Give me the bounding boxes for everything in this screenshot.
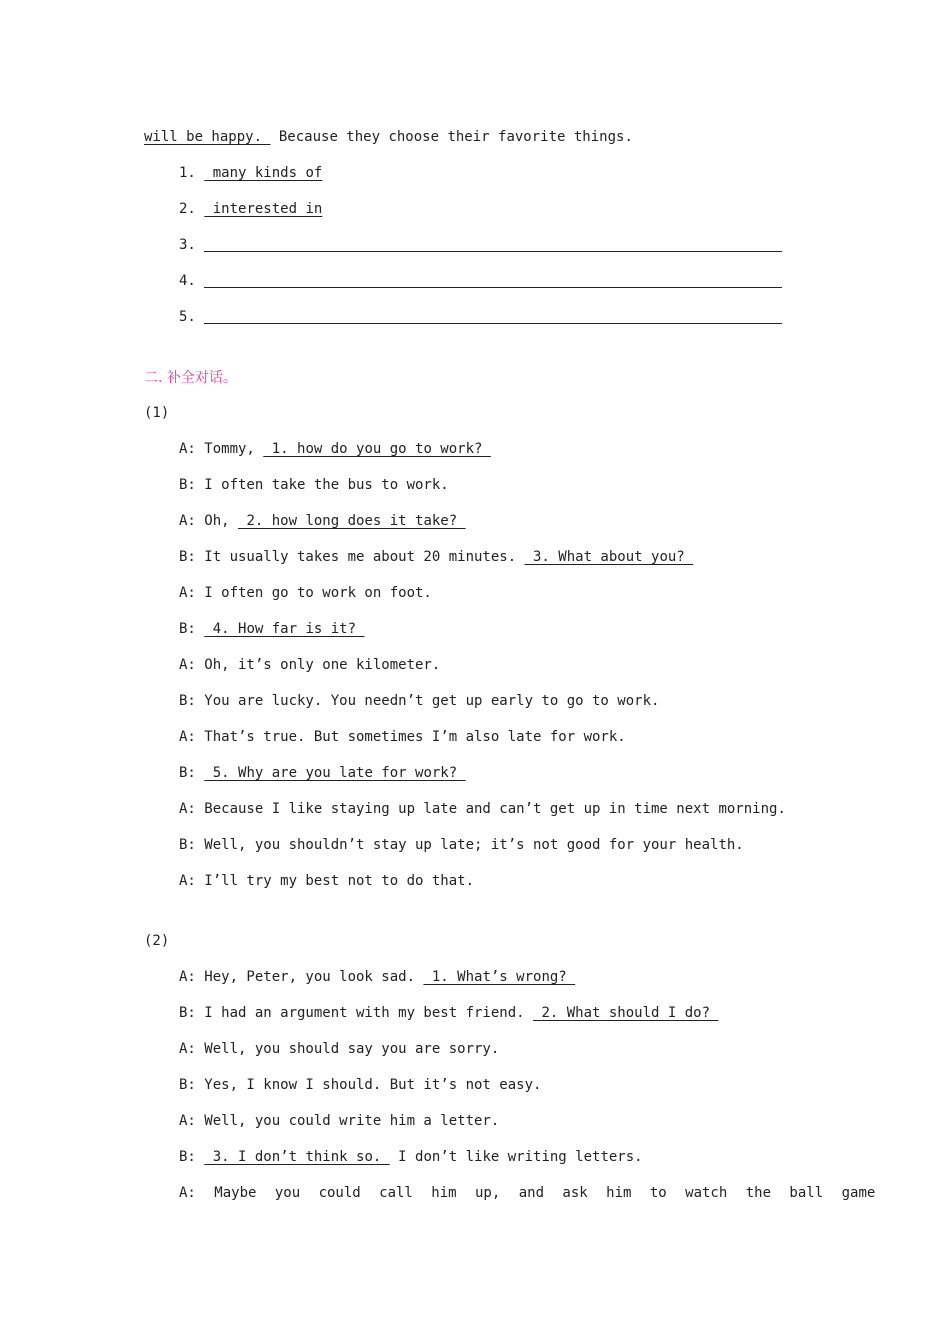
item-answer: interested in	[204, 201, 323, 217]
dialog-text: B:	[179, 621, 205, 637]
dialog-line	[179, 691, 659, 711]
dialog-answer: 3. What about you?	[524, 549, 694, 565]
answer-item-4	[179, 271, 196, 291]
dialog-line	[179, 1039, 499, 1059]
dialog-answer: 4. How far is it?	[204, 621, 365, 637]
dialog-text: B: I often take the bus to work.	[179, 477, 449, 493]
dialog-answer: 2. What should I do?	[533, 1005, 719, 1021]
dialog-text: A: Maybe you could call him up, and ask him to watch the ball game	[179, 1185, 876, 1201]
answer-blank-5[interactable]	[204, 323, 782, 324]
dialog-text: B:	[179, 765, 205, 781]
dialog-text: A: Well, you should say you are sorry.	[179, 1041, 500, 1057]
answer-blank-4[interactable]	[204, 287, 782, 288]
dialog-text: I don’t like writing letters.	[389, 1149, 643, 1165]
dialog-1-label: (1)	[144, 405, 170, 421]
dialog-text: A: I’ll try my best not to do that.	[179, 873, 475, 889]
answer-blank-3[interactable]	[204, 251, 782, 252]
dialog-line	[179, 727, 626, 747]
dialog-line	[179, 1111, 499, 1131]
dialog-text: A: Because I like staying up late and can’t get up in time next morning.	[179, 801, 786, 817]
item-number: 3.	[179, 237, 196, 253]
dialog-text: A: Oh, it’s only one kilometer.	[179, 657, 441, 673]
dialog-text: A: Hey, Peter, you look sad.	[179, 969, 424, 985]
answer-item-3	[179, 235, 196, 255]
dialog-answer: 3. I don’t think so.	[204, 1149, 390, 1165]
dialog-line	[179, 583, 432, 603]
answer-will-be-happy: will be happy.	[144, 129, 271, 145]
dialog-text: A: Well, you could write him a letter.	[179, 1113, 500, 1129]
dialog-line	[179, 547, 693, 567]
dialog-line	[179, 619, 364, 639]
dialog-text: A: Tommy,	[179, 441, 264, 457]
dialog-line	[179, 967, 575, 987]
dialog-2-label: (2)	[144, 933, 170, 949]
dialog-text: B: It usually takes me about 20 minutes.	[179, 549, 525, 565]
dialog-line	[179, 511, 466, 531]
dialog-line	[179, 871, 474, 891]
item-number: 5.	[179, 309, 196, 325]
dialog-answer: 1. What’s wrong?	[423, 969, 576, 985]
dialog-line	[179, 475, 449, 495]
item-number: 4.	[179, 273, 196, 289]
dialog-line	[179, 799, 786, 819]
answer-item-1	[179, 163, 322, 183]
dialog-line	[179, 1183, 875, 1203]
dialog-text: B: You are lucky. You needn’t get up early to go to work.	[179, 693, 660, 709]
item-number: 2.	[179, 201, 196, 217]
dialog-line	[179, 763, 466, 783]
dialog-text: B:	[179, 1149, 205, 1165]
dialog-line	[179, 835, 744, 855]
dialog-text: B: I had an argument with my best friend.	[179, 1005, 534, 1021]
dialog-text: A: I often go to work on foot.	[179, 585, 432, 601]
dialog-answer: 2. how long does it take?	[238, 513, 466, 529]
dialog-line	[179, 655, 440, 675]
passage-tail-text: Because they choose their favorite things.	[270, 129, 633, 145]
dialog-line	[179, 439, 491, 459]
dialog-line	[179, 1075, 541, 1095]
dialog-text: B: Yes, I know I should. But it’s not easy.	[179, 1077, 542, 1093]
dialog-line	[179, 1147, 643, 1167]
section-heading: 二. 补全对话。	[144, 370, 237, 386]
dialog-line	[179, 1003, 718, 1023]
dialog-text: B: Well, you shouldn’t stay up late; it’s not good for your health.	[179, 837, 744, 853]
dialog-answer: 1. how do you go to work?	[263, 441, 491, 457]
dialog-answer: 5. Why are you late for work?	[204, 765, 466, 781]
passage-tail-line	[144, 127, 633, 147]
item-number: 1.	[179, 165, 196, 181]
answer-item-5	[179, 307, 196, 327]
dialog-text: A: That’s true. But sometimes I’m also late for work.	[179, 729, 626, 745]
dialog-text: A: Oh,	[179, 513, 239, 529]
item-answer: many kinds of	[204, 165, 323, 181]
answer-item-2	[179, 199, 322, 219]
